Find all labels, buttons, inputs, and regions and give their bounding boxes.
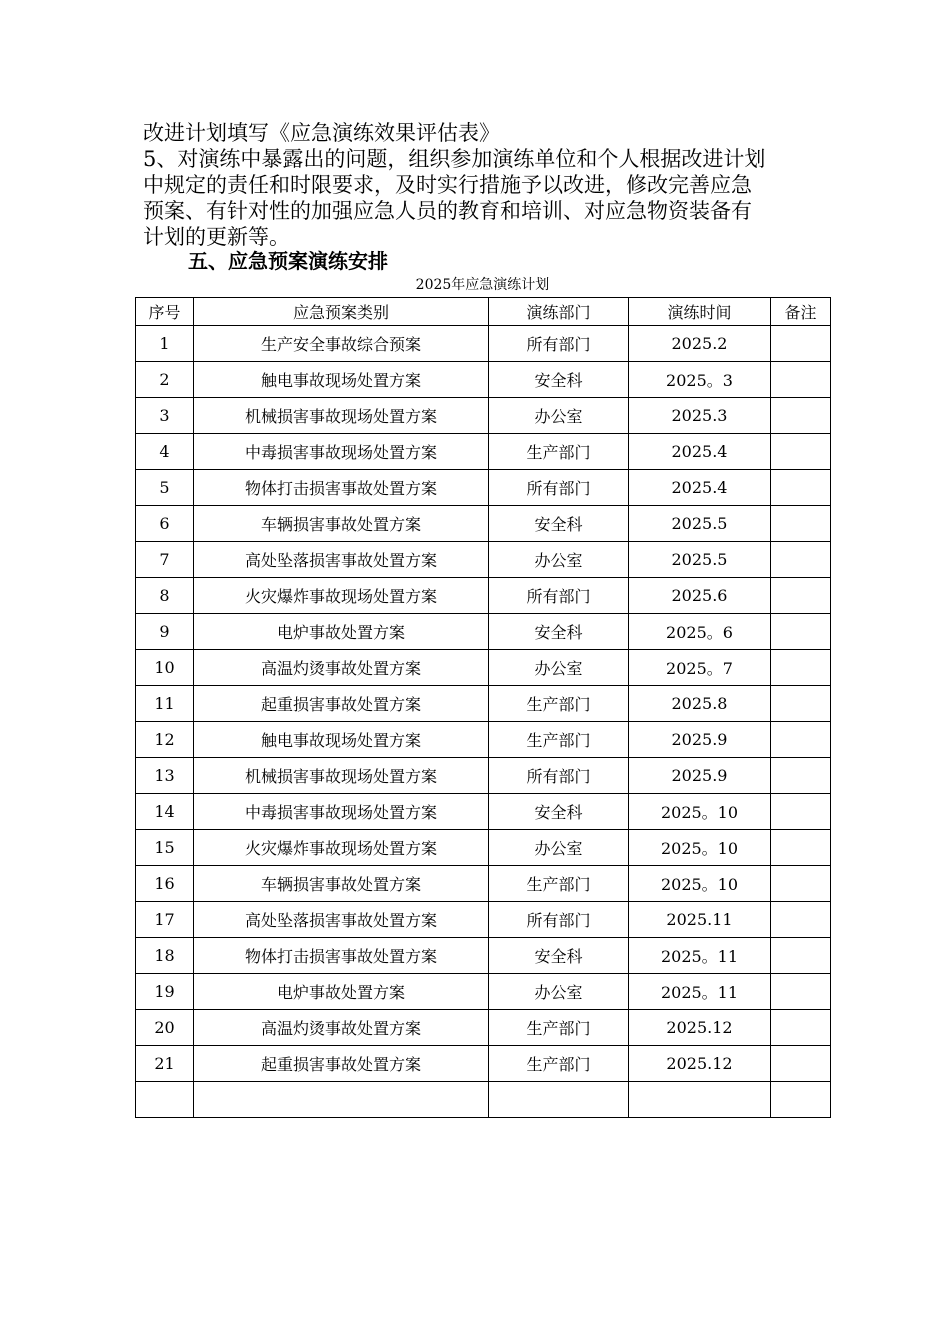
cell-plan-category: 电炉事故处置方案: [194, 974, 489, 1010]
cell-index: 18: [136, 938, 194, 974]
cell-remarks: [771, 686, 831, 722]
cell-plan-category: 中毒损害事故现场处置方案: [194, 434, 489, 470]
cell-department: 生产部门: [489, 434, 629, 470]
cell-drill-time: 2025.3: [629, 398, 771, 434]
cell-plan-category: 高温灼烫事故处置方案: [194, 1010, 489, 1046]
cell-index: 13: [136, 758, 194, 794]
table-row: [136, 614, 831, 650]
cell-index: 17: [136, 902, 194, 938]
cell-plan-category: 高温灼烫事故处置方案: [194, 650, 489, 686]
cell-drill-time: 2025。11: [629, 974, 771, 1010]
paragraph-line: 改进计划填写《应急演练效果评估表》: [143, 121, 500, 145]
cell-index: 2: [136, 362, 194, 398]
cell-plan-category: [194, 1082, 489, 1118]
cell-department: 安全科: [489, 506, 629, 542]
cell-plan-category: 触电事故现场处置方案: [194, 362, 489, 398]
cell-index: 7: [136, 542, 194, 578]
cell-department: 办公室: [489, 830, 629, 866]
cell-drill-time: 2025。11: [629, 938, 771, 974]
table-body: [136, 326, 831, 1118]
table-header-row: [136, 298, 831, 326]
cell-department: 所有部门: [489, 578, 629, 614]
cell-remarks: [771, 974, 831, 1010]
cell-index: 5: [136, 470, 194, 506]
cell-remarks: [771, 1046, 831, 1082]
cell-remarks: [771, 614, 831, 650]
cell-plan-category: 电炉事故处置方案: [194, 614, 489, 650]
cell-department: 生产部门: [489, 866, 629, 902]
table-row: [136, 758, 831, 794]
paragraph-line: 中规定的责任和时限要求，及时实行措施予以改进，修改完善应急: [143, 173, 752, 197]
cell-plan-category: 火灾爆炸事故现场处置方案: [194, 830, 489, 866]
cell-drill-time: 2025.8: [629, 686, 771, 722]
table-row: [136, 722, 831, 758]
cell-department: 所有部门: [489, 470, 629, 506]
cell-drill-time: 2025。3: [629, 362, 771, 398]
table-row: [136, 362, 831, 398]
cell-index: 19: [136, 974, 194, 1010]
cell-department: 生产部门: [489, 686, 629, 722]
cell-drill-time: 2025。10: [629, 794, 771, 830]
table-row: [136, 794, 831, 830]
cell-index: 3: [136, 398, 194, 434]
cell-index: 4: [136, 434, 194, 470]
cell-plan-category: 车辆损害事故处置方案: [194, 866, 489, 902]
table-row: [136, 326, 831, 362]
cell-department: 办公室: [489, 650, 629, 686]
cell-drill-time: 2025.9: [629, 758, 771, 794]
cell-index: 12: [136, 722, 194, 758]
cell-department: 生产部门: [489, 722, 629, 758]
section-heading: 五、应急预案演练安排: [188, 249, 388, 273]
cell-plan-category: 中毒损害事故现场处置方案: [194, 794, 489, 830]
table-row: [136, 974, 831, 1010]
cell-remarks: [771, 578, 831, 614]
cell-plan-category: 火灾爆炸事故现场处置方案: [194, 578, 489, 614]
cell-department: 生产部门: [489, 1010, 629, 1046]
cell-drill-time: 2025。10: [629, 866, 771, 902]
cell-drill-time: 2025.6: [629, 578, 771, 614]
cell-remarks: [771, 794, 831, 830]
cell-index: 8: [136, 578, 194, 614]
cell-plan-category: 触电事故现场处置方案: [194, 722, 489, 758]
table-row: [136, 398, 831, 434]
table-row: [136, 830, 831, 866]
header-drill-time: 演练时间: [629, 298, 771, 326]
table-row: [136, 1046, 831, 1082]
cell-department: 办公室: [489, 398, 629, 434]
cell-drill-time: 2025.2: [629, 326, 771, 362]
cell-remarks: [771, 650, 831, 686]
cell-remarks: [771, 434, 831, 470]
cell-department: 所有部门: [489, 902, 629, 938]
table-row: [136, 578, 831, 614]
header-index: 序号: [136, 298, 194, 326]
cell-plan-category: 车辆损害事故处置方案: [194, 506, 489, 542]
cell-remarks: [771, 362, 831, 398]
cell-drill-time: 2025.4: [629, 470, 771, 506]
cell-remarks: [771, 326, 831, 362]
paragraph-line: 预案、有针对性的加强应急人员的教育和培训、对应急物资装备有: [143, 199, 752, 223]
cell-plan-category: 生产安全事故综合预案: [194, 326, 489, 362]
cell-index: 14: [136, 794, 194, 830]
header-remarks: 备注: [771, 298, 831, 326]
table-row: [136, 1082, 831, 1118]
cell-index: 10: [136, 650, 194, 686]
cell-index: 6: [136, 506, 194, 542]
cell-drill-time: 2025。10: [629, 830, 771, 866]
cell-plan-category: 起重损害事故处置方案: [194, 1046, 489, 1082]
cell-department: 所有部门: [489, 758, 629, 794]
table-row: [136, 506, 831, 542]
cell-plan-category: 起重损害事故处置方案: [194, 686, 489, 722]
cell-department: 办公室: [489, 542, 629, 578]
cell-remarks: [771, 542, 831, 578]
cell-remarks: [771, 398, 831, 434]
table-row: [136, 866, 831, 902]
cell-department: 安全科: [489, 794, 629, 830]
cell-index: 1: [136, 326, 194, 362]
cell-drill-time: 2025.9: [629, 722, 771, 758]
header-department: 演练部门: [489, 298, 629, 326]
cell-department: [489, 1082, 629, 1118]
cell-drill-time: 2025.12: [629, 1010, 771, 1046]
paragraph-line: 计划的更新等。: [143, 225, 290, 249]
table-row: [136, 650, 831, 686]
cell-plan-category: 物体打击损害事故处置方案: [194, 470, 489, 506]
paragraph-line: 5、对演练中暴露出的问题，组织参加演练单位和个人根据改进计划: [143, 147, 766, 171]
cell-plan-category: 高处坠落损害事故处置方案: [194, 902, 489, 938]
header-plan-category: 应急预案类别: [194, 298, 489, 326]
cell-drill-time: 2025.4: [629, 434, 771, 470]
cell-drill-time: 2025。6: [629, 614, 771, 650]
cell-department: 安全科: [489, 938, 629, 974]
cell-remarks: [771, 1010, 831, 1046]
cell-index: 16: [136, 866, 194, 902]
cell-drill-time: 2025.11: [629, 902, 771, 938]
cell-department: 安全科: [489, 614, 629, 650]
cell-department: 所有部门: [489, 326, 629, 362]
cell-remarks: [771, 758, 831, 794]
cell-index: 21: [136, 1046, 194, 1082]
drill-plan-table: [135, 297, 831, 1118]
cell-remarks: [771, 902, 831, 938]
table-row: [136, 1010, 831, 1046]
cell-remarks: [771, 470, 831, 506]
cell-department: 生产部门: [489, 1046, 629, 1082]
table-row: [136, 938, 831, 974]
cell-plan-category: 物体打击损害事故处置方案: [194, 938, 489, 974]
cell-index: 11: [136, 686, 194, 722]
cell-remarks: [771, 938, 831, 974]
improvement-paragraph: [143, 120, 823, 250]
table-caption: 2025年应急演练计划: [415, 277, 550, 293]
cell-drill-time: 2025.5: [629, 506, 771, 542]
cell-drill-time: 2025.12: [629, 1046, 771, 1082]
cell-drill-time: [629, 1082, 771, 1118]
cell-drill-time: 2025.5: [629, 542, 771, 578]
table-row: [136, 902, 831, 938]
cell-plan-category: 机械损害事故现场处置方案: [194, 398, 489, 434]
table-row: [136, 542, 831, 578]
cell-index: 20: [136, 1010, 194, 1046]
table-row: [136, 686, 831, 722]
cell-department: 安全科: [489, 362, 629, 398]
cell-index: 9: [136, 614, 194, 650]
table-row: [136, 470, 831, 506]
cell-index: [136, 1082, 194, 1118]
cell-drill-time: 2025。7: [629, 650, 771, 686]
cell-plan-category: 机械损害事故现场处置方案: [194, 758, 489, 794]
cell-remarks: [771, 1082, 831, 1118]
cell-remarks: [771, 866, 831, 902]
cell-department: 办公室: [489, 974, 629, 1010]
table-row: [136, 434, 831, 470]
cell-index: 15: [136, 830, 194, 866]
cell-remarks: [771, 830, 831, 866]
cell-remarks: [771, 506, 831, 542]
cell-remarks: [771, 722, 831, 758]
cell-plan-category: 高处坠落损害事故处置方案: [194, 542, 489, 578]
